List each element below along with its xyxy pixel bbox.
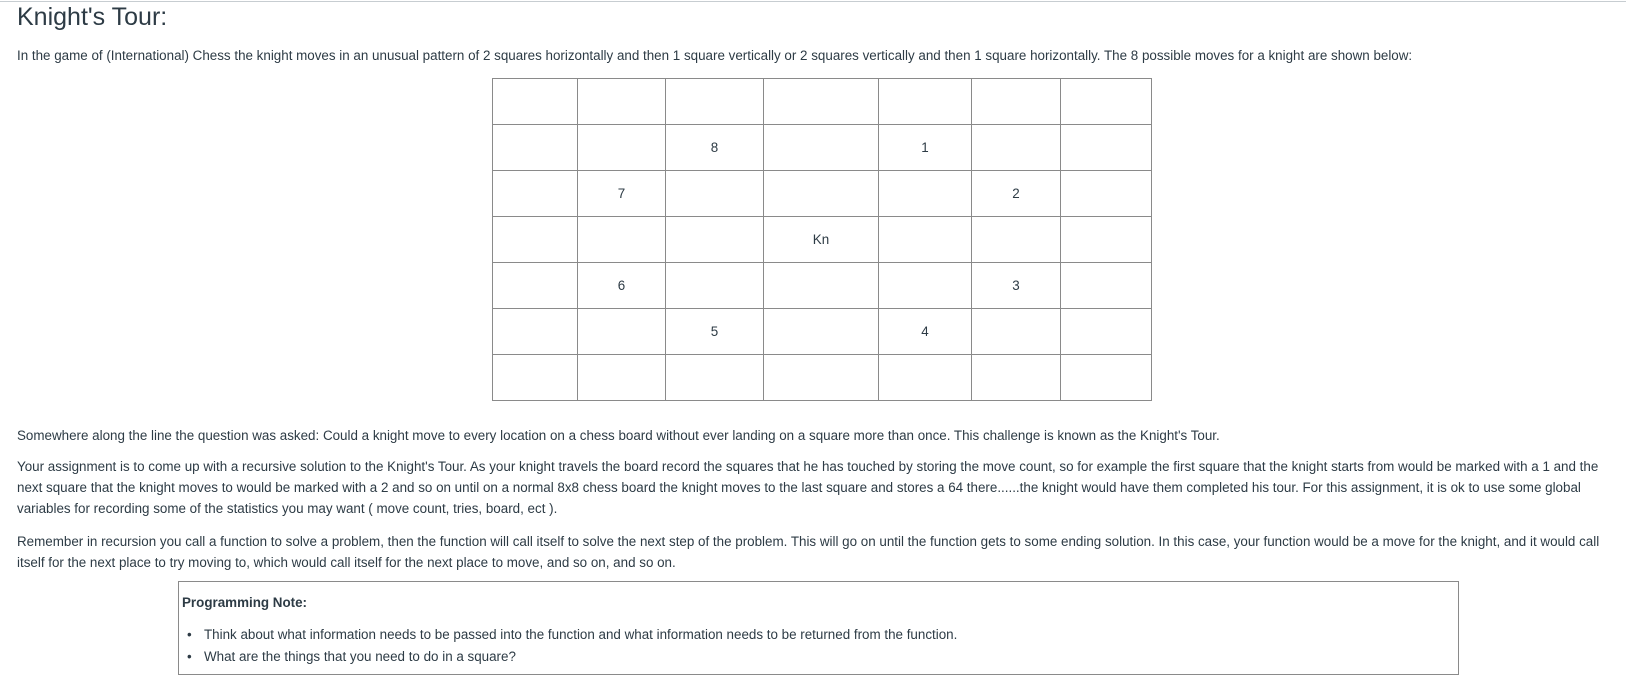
move-8-cell: 8 (666, 125, 764, 171)
board-cell (1061, 217, 1152, 263)
board-row (493, 263, 1152, 309)
move-4-cell: 4 (879, 309, 972, 355)
move-1-cell: 1 (879, 125, 972, 171)
board-cell (493, 125, 578, 171)
move-5-cell: 5 (666, 309, 764, 355)
knight-moves-board (492, 78, 1152, 401)
board-cell (764, 355, 879, 401)
board-cell (493, 263, 578, 309)
list-item: • What are the things that you need to do in a square? (179, 646, 957, 668)
board-cell (666, 355, 764, 401)
board-cell (1061, 79, 1152, 125)
recursion-paragraph: Remember in recursion you call a function to solve a problem, then the function will call itself to solve the next step of the problem. This will go on until the function gets to some ending solution. In this case, your function would be a move for the knight, and it would call itself for the next place to try moving to, which would call itself for the next place to move, and so on, and so on. (17, 534, 1600, 570)
board-row (493, 125, 1152, 171)
board-cell (493, 171, 578, 217)
board-cell (1061, 125, 1152, 171)
move-7-cell: 7 (578, 171, 666, 217)
question-paragraph: Somewhere along the line the question was asked: Could a knight move to every location on a chess board without ever landing on a square more than once. This challenge is known as the Knight's Tour. (17, 428, 1220, 443)
intro-paragraph: In the game of (International) Chess the knight moves in an unusual pattern of 2 squares horizontally and then 1 square vertically or 2 squares vertically and then 1 square horizontally. The 8 possible moves for a knight are shown below: (17, 48, 1413, 63)
move-6-cell: 6 (578, 263, 666, 309)
board-cell (666, 263, 764, 309)
board-cell (972, 217, 1061, 263)
board-cell (972, 355, 1061, 401)
move-2-cell: 2 (972, 171, 1061, 217)
board-cell (879, 171, 972, 217)
top-divider (0, 1, 1626, 2)
board-cell (764, 263, 879, 309)
board-cell (578, 79, 666, 125)
board-cell (578, 309, 666, 355)
board-cell (493, 309, 578, 355)
board-cell (972, 79, 1061, 125)
board-cell (493, 355, 578, 401)
board-cell (493, 217, 578, 263)
list-item: • Think about what information needs to be passed into the function and what information needs to be returned from the function. (179, 624, 957, 646)
knight-cell: Kn (764, 217, 879, 263)
board-cell (1061, 263, 1152, 309)
board-cell (764, 171, 879, 217)
programming-note-list (179, 624, 957, 668)
board-cell (1061, 171, 1152, 217)
board-cell (578, 217, 666, 263)
programming-note-box (178, 581, 1459, 675)
board-cell (1061, 355, 1152, 401)
board-cell (666, 217, 764, 263)
board-cell (1061, 309, 1152, 355)
move-3-cell: 3 (972, 263, 1061, 309)
board-cell (764, 79, 879, 125)
assignment-paragraph: Your assignment is to come up with a recursive solution to the Knight's Tour. As your knight travels the board record the squares that he has touched by storing the move count, so for example the first square that the knight starts from would be marked with a 1 and the next square that the knight moves to would be marked with a 2 and so on until on a normal 8x8 chess board the knight moves to the last square and stores a 64 there......the knight would have them completed his tour. For this assignment, it is ok to use some global variables for recording some of the statistics you may want ( move count, tries, board, ect ). (17, 459, 1599, 516)
board-cell (879, 355, 972, 401)
board-cell (578, 125, 666, 171)
board-cell (764, 125, 879, 171)
board-cell (578, 355, 666, 401)
page-title: Knight's Tour: (17, 3, 168, 31)
board-cell (493, 79, 578, 125)
board-cell (879, 263, 972, 309)
board-cell (666, 79, 764, 125)
board-cell (972, 309, 1061, 355)
board-cell (764, 309, 879, 355)
programming-note-title: Programming Note: (182, 595, 307, 610)
board-row (493, 171, 1152, 217)
board-row (493, 79, 1152, 125)
board-row (493, 217, 1152, 263)
board-cell (666, 171, 764, 217)
board-cell (879, 79, 972, 125)
board-cell (879, 217, 972, 263)
board-row (493, 309, 1152, 355)
board-cell (972, 125, 1061, 171)
board-row (493, 355, 1152, 401)
